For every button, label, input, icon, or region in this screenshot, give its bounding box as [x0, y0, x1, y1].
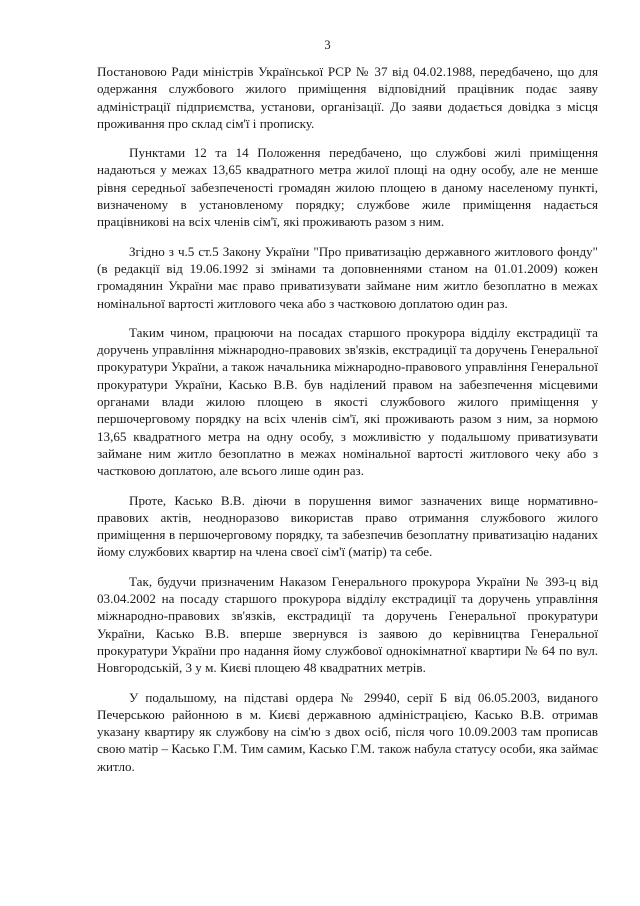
paragraph-6: Так, будучи призначеним Наказом Генерального прокурора України № 393-ц від 03.04.2002 на посаду старшого прокурора відділу екстрадиції та доручень управління міжнародно-правових зв'язків, екстрадиції та доручень Генеральної прокуратури України, Касько В.В. вперше звернувся із заявою до керівництва Генеральної прокуратури України про надання йому службової однокімнатної квартири № 64 по вул. Новгородській, 3 у м. Києві площею 48 квадратних метрів. [97, 573, 598, 676]
paragraph-7: У подальшому, на підставі ордера № 29940, серії Б від 06.05.2003, виданого Печерською районною в м. Києві державною адміністрацією, Касько В.В. отримав указану квартиру як службову на сім'ю з двох осіб, після чого 10.09.2003 там прописав свою матір – Касько Г.М. Тим самим, Касько Г.М. також набула статусу особи, яка займає житло. [97, 689, 598, 774]
paragraph-1: Постановою Ради міністрів Української РСР № 37 від 04.02.1988, передбачено, що для одержання службового жилого приміщення відповідний працівник подає заяву адміністрації підприємства, установи, організації. До заяви додається довідка з місця проживання про склад сім'ї і прописку. [97, 64, 598, 131]
paragraph-5: Проте, Касько В.В. діючи в порушення вимог зазначених вище нормативно-правових актів, неодноразово використав право отримання службового жилого приміщення в першочерговому порядку, та забезпечив безоплатну приватизацію наданих йому службових квартир на члена своєї сім'ї (матір) та себе. [97, 492, 598, 560]
page-number: 3 [324, 38, 331, 52]
paragraph-3: Згідно з ч.5 ст.5 Закону України "Про приватизацію державного житлового фонду" (в редакції від 19.06.1992 зі змінами та доповненнями станом на 01.01.2009) кожен громадянин України має право приватизувати займане ним житло безоплатно в межах номінальної вартості житлового чека або з частковою доплатою один раз. [97, 243, 598, 311]
paragraph-2: Пунктами 12 та 14 Положення передбачено, що службові жилі приміщення надаються у межах 13,65 квадратного метра жилої площі на одну особу, але не менше рівня середньої забезпеченості громадян жилою площею в даному населеному пункті, визначеному в установленому порядку; службове жиле приміщення надається працівникові на всіх членів сім'ї, які проживають разом з ним. [97, 145, 598, 230]
paragraph-4: Таким чином, працюючи на посадах старшого прокурора відділу екстрадиції та доручень управління міжнародно-правових зв'язків, екстрадиції та доручень Генеральної прокуратури України, а також начальника міжнародно-правового управління Генеральної прокуратури України, Касько В.В. був наділений правом на забезпечення місцевими органами влади жилою площею в якості службового жилого приміщення у першочерговому порядку на всіх членів сім'ї, які проживають разом з ним, за нормою 13,65 квадратного метра на одну особу, з можливістю у подальшому приватизувати займане ним житло безоплатно в межах номінальної вартості житлового чеку або з частковою доплатою, але всього лише один раз. [97, 324, 598, 479]
